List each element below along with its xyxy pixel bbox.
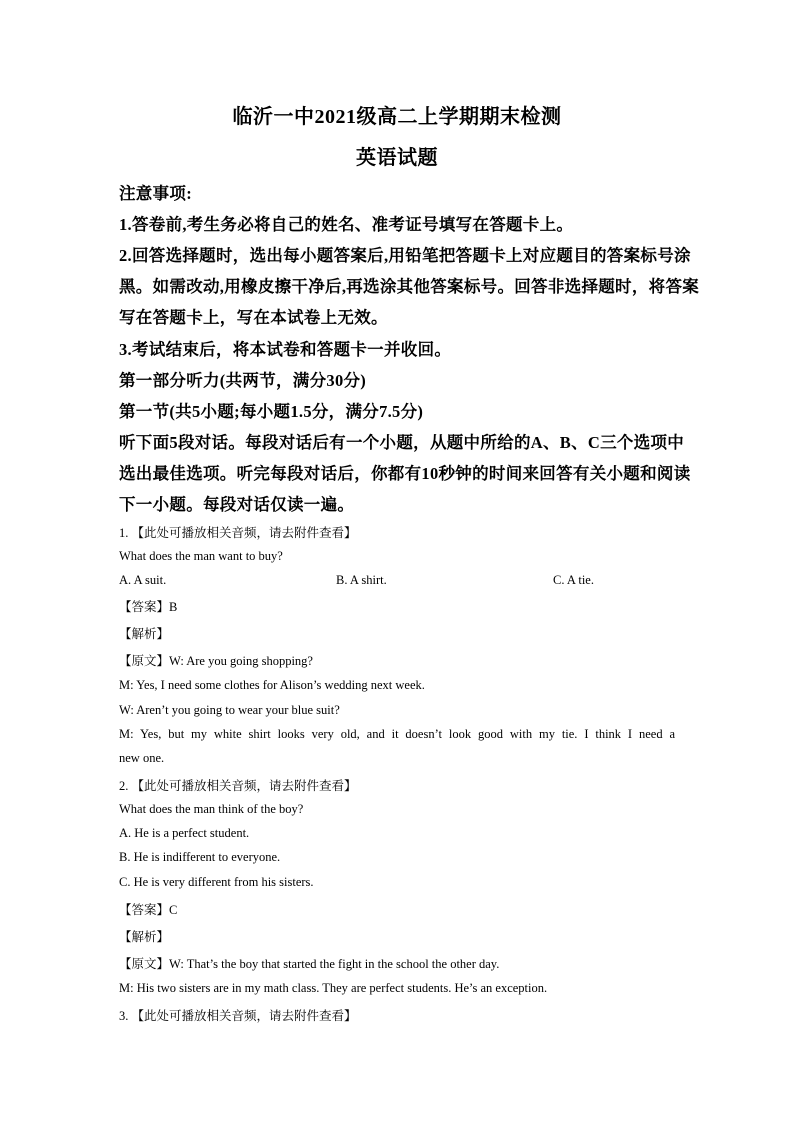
q2-option-c: C. He is very different from his sisters. — [119, 875, 314, 889]
q1-option-a: A. A suit. — [119, 573, 167, 587]
q1-transcript-line: M: Yes, I need some clothes for Alison’s wedding next week. — [119, 678, 425, 692]
q1-analysis-label: 【解析】 — [119, 627, 170, 641]
instructions-line-1: 听下面5段对话。每段对话后有一个小题，从题中所给的A、B、C三个选项中 — [119, 433, 685, 452]
notice-heading: 注意事项: — [119, 184, 192, 203]
q1-option-c: C. A tie. — [553, 573, 594, 587]
q1-transcript-line: new one. — [119, 751, 165, 765]
instructions-line-2: 选出最佳选项。听完每段对话后，你都有10秒钟的时间来回答有关小题和阅读 — [119, 464, 691, 483]
notice-item-1: 1.答卷前,考生务必将自己的姓名、准考证号填写在答题卡上。 — [119, 215, 574, 234]
q2-question: What does the man think of the boy? — [119, 802, 304, 816]
q2-transcript-line: 【原文】W: That’s the boy that started the fight in the school the other day. — [119, 957, 500, 971]
notice-item-2-line-2: 黑。如需改动,用橡皮擦干净后,再选涂其他答案标号。回答非选择题时，将答案 — [119, 277, 700, 296]
q1-transcript-line: M: Yes, but my white shirt looks very old, and it doesn’t look good with my tie. I think I need a — [119, 727, 675, 741]
q2-option-a: A. He is a perfect student. — [119, 826, 250, 840]
exam-title: 临沂一中2021级高二上学期期末检测 — [232, 106, 562, 128]
q3-stem: 3. 【此处可播放相关音频，请去附件查看】 — [119, 1009, 357, 1023]
q2-option-b: B. He is indifferent to everyone. — [119, 850, 281, 864]
q1-answer: 【答案】B — [119, 600, 178, 614]
q1-transcript-line: 【原文】W: Are you going shopping? — [119, 654, 313, 668]
exam-subtitle: 英语试题 — [356, 147, 438, 169]
part1-heading: 第一部分听力(共两节，满分30分) — [119, 371, 367, 390]
q1-option-b: B. A shirt. — [336, 573, 387, 587]
notice-item-3: 3.考试结束后，将本试卷和答题卡一并收回。 — [119, 340, 452, 359]
notice-item-2-line-1: 2.回答选择题时，选出每小题答案后,用铅笔把答题卡上对应题目的答案标号涂 — [119, 246, 691, 265]
q1-stem: 1. 【此处可播放相关音频，请去附件查看】 — [119, 526, 357, 540]
instructions-line-3: 下一小题。每段对话仅读一遍。 — [119, 495, 355, 514]
notice-item-2-line-3: 写在答题卡上，写在本试卷上无效。 — [119, 308, 388, 327]
q2-analysis-label: 【解析】 — [119, 930, 170, 944]
q1-transcript-line: W: Aren’t you going to wear your blue suit? — [119, 703, 340, 717]
q1-question: What does the man want to buy? — [119, 549, 283, 563]
q2-transcript-line: M: His two sisters are in my math class. They are perfect students. He’s an exception. — [119, 981, 548, 995]
q2-answer: 【答案】C — [119, 903, 178, 917]
section1-heading: 第一节(共5小题;每小题1.5分，满分7.5分) — [119, 402, 424, 421]
q2-stem: 2. 【此处可播放相关音频，请去附件查看】 — [119, 779, 357, 793]
